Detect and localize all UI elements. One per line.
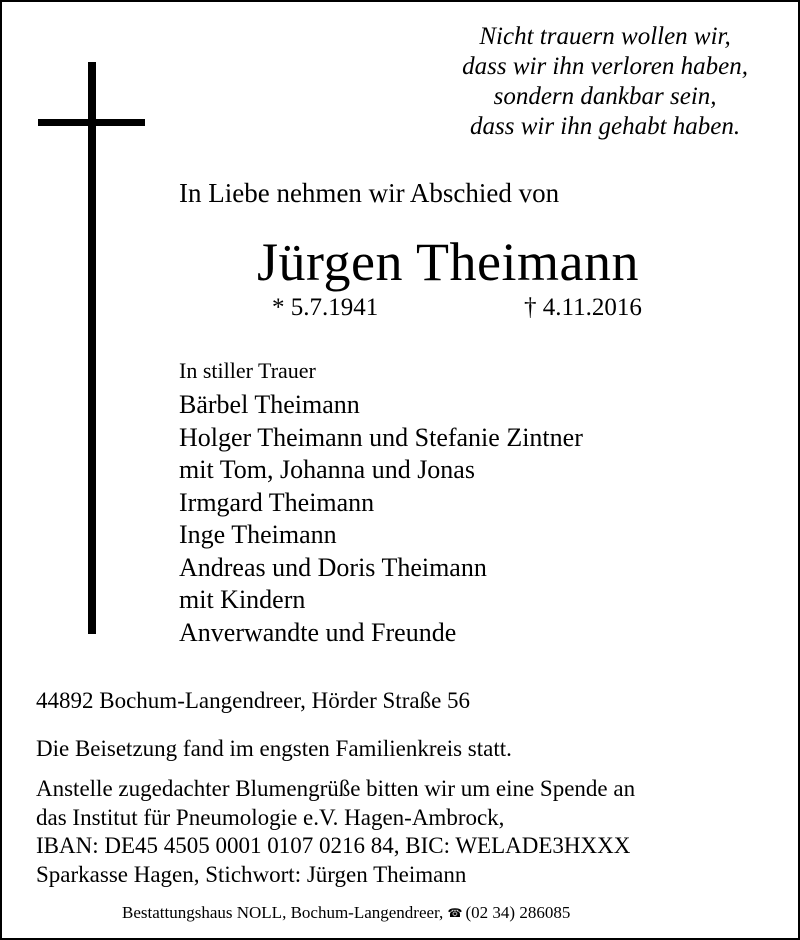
phone-icon: ☎ — [447, 906, 463, 920]
memorial-poem — [462, 22, 748, 142]
mourning-heading: In stiller Trauer — [179, 358, 316, 383]
cross-vertical-bar — [88, 62, 96, 634]
mourner-entry: Andreas und Doris Theimann — [179, 552, 487, 582]
birth-date: * 5.7.1941 — [272, 294, 379, 321]
funeral-note: Die Beisetzung fand im engsten Familienkreis statt. — [36, 736, 512, 761]
mourner-entry: Inge Theimann — [179, 520, 337, 549]
donation-request — [36, 775, 635, 889]
poem-line: dass wir ihn verloren haben, — [462, 53, 748, 80]
funeral-home-footer — [122, 903, 570, 923]
poem-line: Nicht trauern wollen wir, — [479, 23, 731, 50]
mourner-entry: Anverwandte und Freunde — [179, 617, 457, 647]
donation-line: Sparkasse Hagen, Stichwort: Jürgen Theimann — [36, 861, 467, 887]
donation-line: das Institut für Pneumologie e.V. Hagen-Ambrock, — [36, 804, 505, 830]
funeral-home-name: Bestattungshaus NOLL, Bochum-Langendreer, — [122, 903, 444, 922]
mourner-entry: Holger Theimann und Stefanie Zintner — [179, 422, 583, 452]
death-date: † 4.11.2016 — [524, 294, 642, 321]
poem-line: dass wir ihn gehabt haben. — [469, 113, 741, 140]
family-address: 44892 Bochum-Langendreer, Hörder Straße 56 — [36, 688, 471, 713]
mourner-entry: Irmgard Theimann — [179, 487, 375, 517]
donation-line: IBAN: DE45 4505 0001 0107 0216 84, BIC: WELADE3HXXX — [36, 833, 631, 858]
donation-line: Anstelle zugedachter Blumengrüße bitten wir um eine Spende an — [36, 776, 636, 801]
mourner-entry: mit Kindern — [179, 585, 306, 614]
phone-number: (02 34) 286085 — [465, 903, 571, 922]
mourners-list — [179, 389, 583, 649]
mourner-entry: mit Tom, Johanna und Jonas — [179, 455, 475, 484]
mourner-entry: Bärbel Theimann — [179, 390, 360, 419]
deceased-name: Jürgen Theimann — [257, 232, 639, 292]
cross-horizontal-bar — [38, 119, 145, 126]
intro-text: In Liebe nehmen wir Abschied von — [179, 178, 560, 208]
poem-line: sondern dankbar sein, — [493, 83, 717, 110]
